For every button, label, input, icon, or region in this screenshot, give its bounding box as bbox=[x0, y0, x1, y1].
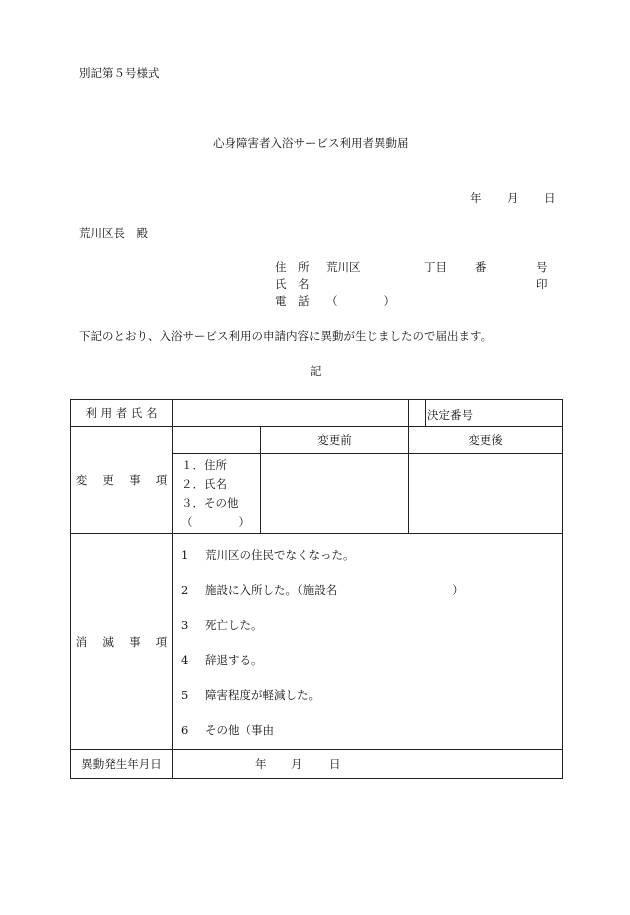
reason-text: 荒川区の住民でなくなった。 bbox=[205, 548, 355, 562]
reason-text: 障害程度が軽減した。 bbox=[205, 688, 320, 702]
reason-number: 2 bbox=[181, 583, 189, 597]
extinction-reason-item bbox=[181, 608, 562, 643]
before-field[interactable] bbox=[261, 454, 409, 534]
address-go: 号 bbox=[536, 260, 548, 274]
reason-number: 6 bbox=[181, 723, 189, 737]
address-chome: 丁目 bbox=[424, 260, 447, 274]
change-option-other: ３．その他 bbox=[181, 495, 239, 510]
user-name-label: 利 用 者 氏 名 bbox=[71, 400, 173, 427]
phone-paren: （ ） bbox=[326, 294, 395, 308]
change-options bbox=[173, 454, 261, 534]
change-option-name: ２．氏名 bbox=[181, 476, 227, 491]
extinction-reason-item bbox=[181, 538, 562, 573]
reason-number: 1 bbox=[181, 548, 189, 562]
decision-no-label-wrap bbox=[409, 400, 474, 427]
occurrence-date-field[interactable] bbox=[173, 750, 563, 779]
change-items-label: 変 更 事 項 bbox=[71, 427, 173, 534]
extinction-reason-item bbox=[181, 643, 562, 678]
date-year-label: 年 bbox=[470, 191, 482, 205]
after-label: 変更後 bbox=[409, 427, 563, 454]
reason-text: その他（事由 bbox=[205, 723, 274, 737]
intro-text: 下記のとおり、入浴サービス利用の申請内容に異動が生じましたので届出ます。 bbox=[79, 329, 493, 343]
reason-text: 辞退する。 bbox=[205, 653, 263, 667]
date-month-label: 月 bbox=[507, 191, 519, 205]
occurrence-date-label: 異動発生年月日 bbox=[71, 750, 173, 779]
change-option-other-paren: （ ） bbox=[181, 514, 250, 529]
occurrence-year: 年 bbox=[255, 757, 267, 771]
address-value: 荒川区 bbox=[326, 260, 361, 274]
extinction-reasons bbox=[173, 534, 563, 750]
addressee: 荒川区長 殿 bbox=[79, 226, 148, 240]
extinction-reason-item bbox=[181, 678, 562, 713]
occurrence-month: 月 bbox=[291, 757, 303, 771]
date-day-label: 日 bbox=[544, 191, 556, 205]
reason-number: 4 bbox=[181, 653, 189, 667]
name-label: 氏 名 bbox=[275, 277, 310, 291]
form-number: 別記第５号様式 bbox=[79, 66, 160, 80]
change-option-address: １．住所 bbox=[181, 457, 227, 472]
ki-mark: 記 bbox=[310, 364, 322, 378]
seal-mark: 印 bbox=[536, 277, 548, 291]
phone-label: 電 話 bbox=[275, 294, 310, 308]
before-label: 変更前 bbox=[261, 427, 409, 454]
reason-number: 3 bbox=[181, 618, 189, 632]
form-title: 心身障害者入浴サービス利用者異動届 bbox=[213, 136, 409, 150]
reason-text: 施設に入所した。（施設名 ） bbox=[205, 583, 464, 597]
address-ban: 番 bbox=[475, 260, 487, 274]
extinction-reason-item bbox=[181, 573, 562, 608]
after-field[interactable] bbox=[409, 454, 563, 534]
reason-text: 死亡した。 bbox=[205, 618, 263, 632]
change-header-blank bbox=[173, 427, 261, 454]
table-row-occurrence bbox=[71, 750, 563, 779]
table-row-change-header bbox=[71, 427, 563, 454]
extinction-items-label: 消 滅 事 項 bbox=[71, 534, 173, 750]
form-table bbox=[70, 399, 563, 779]
extinction-reason-item bbox=[181, 713, 562, 748]
decision-no-field[interactable] bbox=[426, 400, 563, 427]
occurrence-day: 日 bbox=[329, 757, 341, 771]
table-row-user bbox=[71, 400, 563, 427]
address-label: 住 所 bbox=[275, 260, 310, 274]
reason-number: 5 bbox=[181, 688, 189, 702]
user-name-field[interactable] bbox=[173, 400, 409, 427]
decision-no-label: 決定番号 bbox=[427, 408, 474, 422]
table-row-extinction bbox=[71, 534, 563, 750]
